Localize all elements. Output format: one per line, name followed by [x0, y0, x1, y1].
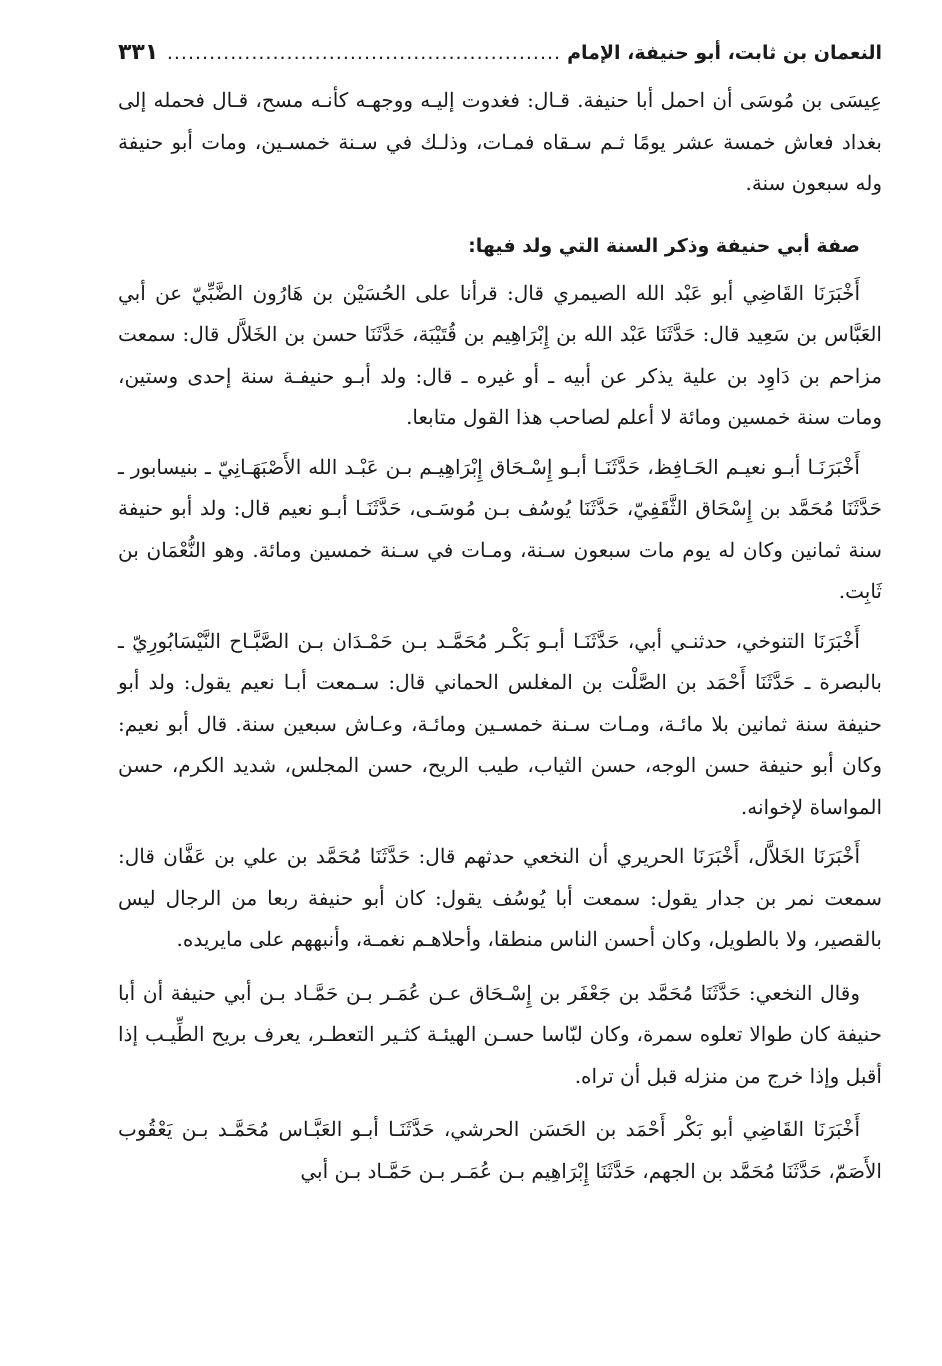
paragraph: أَخْبَرَنَا القَاضِي أبو عَبْد الله الصيمري قال: قرأنا على الحُسَيْن بن هَارُون الضَّبِّيّ عن أبي العَبَّاس بن سَعِيد قال: حَدَّثَنَا عَبْد الله بن إِبْرَاهِيم بن قُتَيْبَة، حَدَّثَنَا حسن بن الخَلاَّل قال: سمعت مزاحم بن دَاوِد بن علية يذكر عن أبيه ـ أو غيره ـ قال: ولد أبـو حنيفـة سنة إحدى وستين، ومات سنة خمسين ومائة لا أعلم لصاحب هذا القول متابعا.: [118, 280, 882, 429]
page-header: [118, 40, 882, 74]
paragraph: أَخْبَرَنَـا أبـو نعيـم الحَـافِظ، حَدَّثَنَـا أبـو إِسْـحَاق إِبْرَاهِيـم بـن عَبْـد الله الأَصْبَهَـانِيّ ـ بنيسابور ـ حَدَّثَنَا مُحَمَّد بن إِسْحَاق الثَّقَفِيّ، حَدَّثَنَا يُوسُف بـن مُوسَـى، حَدَّثَنَـا أبـو نعيم قال: ولد أبو حنيفة سنة ثمانين وكان له يوم مات سبعون سـنة، ومـات في سـنة خمسين ومائة. وهو النُّعْمَان بن ثَابِت.: [118, 454, 882, 603]
running-title: النعمان بن ثابت، أبو حنيفة، الإمام: [567, 42, 882, 64]
paragraph: أَخْبَرَنَا التنوخي، حدثنـي أبي، حَدَّثَنَـا أبـو بَكْـر مُحَمَّـد بـن حَمْـدَان بـن الصَّبَّـاح النَّيْسَابُورِيّ ـ بالبصرة ـ حَدَّثَنَا أَحْمَد بن الصَّلْت بن المغلس الحماني قال: سـمعت أبـا نعيم يقول: ولد أبو حنيفة سنة ثمانين بلا مائـة، ومـات سـنة خمسـين ومائـة، وعـاش سبعين سنة. قال أبو نعيم: وكان أبو حنيفة حسن الوجه، حسن الثياب، طيب الريح، حسن المجلس، شديد الكرم، حسن المواساة لإخوانه.: [118, 628, 882, 819]
paragraph: أَخْبَرَنَا الخَلاَّل، أَخْبَرَنَا الحريري أن النخعي حدثهم قال: حَدَّثَنَا مُحَمَّد بن علي بن عَفَّان قال: سمعت نمر بن جدار يقول: سمعت أبا يُوسُف يقول: كان أبو حنيفة ربعا من الرجال ليس بالقصير، ولا بالطويل، وكان أحسن الناس منطقا، وأحلاهـم نغمـة، وأنبههم على مايريده.: [118, 844, 882, 951]
paragraph: وقال النخعي: حَدَّثَنَا مُحَمَّد بن جَعْفَر بن إِسْـحَاق عـن عُمَـر بـن حَمَّـاد بـن أبي حنيفة أن أبا حنيفة كان طوالا تعلوه سمرة، وكان لبّاسا حسـن الهيئـة كثـير التعطـر، يعرف بريح الطِّيـب إذا أقبل وإذا خرج من منزله قبل أن تراه.: [118, 980, 882, 1088]
paragraph: أَخْبَرَنَا القَاضِي أبو بَكْر أَحْمَد بن الحَسَن الحرشي، حَدَّثَنَـا أبـو العَبَّـاس مُحَمَّـد بـن يَعْقُوب الأَصَمّ، حَدَّثَنَا مُحَمَّد بن الجهم، حَدَّثَنَا إِبْرَاهِيم بـن عُمَـر بـن حَمَّـاد بـن أبي: [118, 1117, 882, 1183]
page-body: [118, 80, 882, 1192]
section-heading: صفة أبي حنيفة وذكر السنة التي ولد فيها:: [468, 234, 860, 257]
dot-leader: [164, 42, 561, 64]
paragraph: عِيسَى بن مُوسَى أن احمل أبا حنيفة. قـال: فغدوت إليـه ووجهـه كأنـه مسح، قـال فحمله إلى بغداد فعاش خمسة عشر يومًا ثـم سـقاه فمـات، وذلـك في سـنة خمسـين، ومات أبو حنيفة وله سبعون سنة.: [118, 88, 882, 195]
page-number: ٣٣١: [118, 40, 159, 65]
